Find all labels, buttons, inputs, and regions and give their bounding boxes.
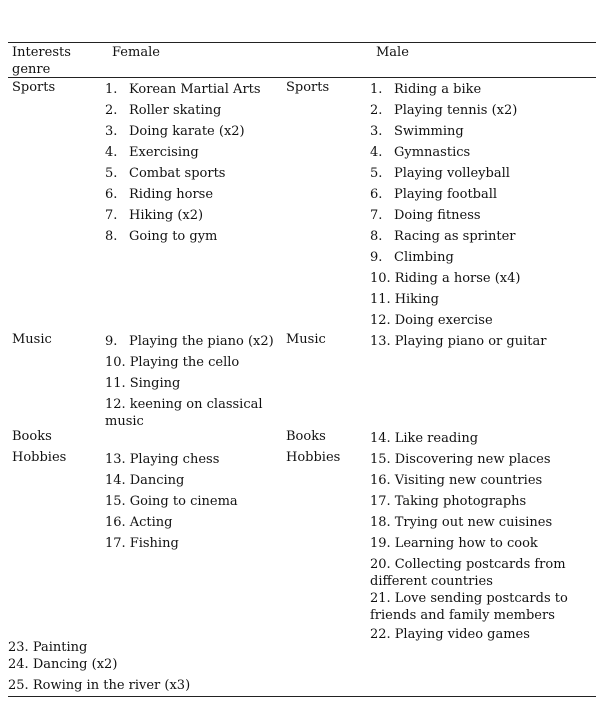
list-item: 14. Like reading [370,431,479,446]
list-item: 20. Collecting postcards from different countries [370,557,566,589]
list-item: 9. Climbing [370,250,454,265]
list-item: 1. Korean Martial Arts [105,82,261,97]
extra-item: 25. Rowing in the river (x3) [8,678,191,693]
header-genre: Interests genre [12,45,71,77]
list-item: 22. Playing video games [370,627,530,642]
genre-female-sports: Sports [12,80,56,95]
list-item: 21. Love sending postcards to friends and family members [370,591,568,623]
bottom-rule [8,696,596,697]
list-item: 7. Hiking (x2) [105,208,204,223]
list-item: 17. Fishing [105,536,179,551]
female-hobbies-list [105,449,283,554]
genre-male-music: Music [286,332,326,347]
list-item: 3. Swimming [370,124,464,139]
list-item: 4. Gymnastics [370,145,471,160]
male-music-list [370,331,590,352]
genre-male-sports: Sports [286,80,330,95]
extra-item: 23. Painting [8,640,88,655]
list-item: 17. Taking photographs [370,494,527,509]
list-item: 15. Going to cinema [105,494,238,509]
genre-female-hobbies: Hobbies [12,450,67,465]
list-item: 8. Going to gym [105,229,218,244]
list-item: 2. Roller skating [105,103,222,118]
list-item: 16. Visiting new countries [370,473,543,488]
list-item: 15. Discovering new places [370,452,551,467]
list-item: 1. Riding a bike [370,82,482,97]
list-item: 9. Playing the piano (x2) [105,334,274,349]
list-item: 6. Riding horse [105,187,214,202]
list-item: 7. Doing fitness [370,208,481,223]
list-item: 11. Singing [105,376,181,391]
list-item: 3. Doing karate (x2) [105,124,245,139]
extra-item: 24. Dancing (x2) [8,657,118,672]
genre-female-books: Books [12,429,52,444]
genre-male-hobbies: Hobbies [286,450,341,465]
list-item: 8. Racing as sprinter [370,229,516,244]
list-item: 5. Playing volleyball [370,166,510,181]
list-item: 10. Playing the cello [105,355,240,370]
list-item: 12. keening on classical music [105,397,263,429]
header-rule [8,77,596,78]
list-item: 14. Dancing [105,473,185,488]
list-item: 2. Playing tennis (x2) [370,103,518,118]
top-rule [8,42,596,43]
list-item: 4. Exercising [105,145,199,160]
header-male: Male [376,45,409,60]
list-item: 11. Hiking [370,292,439,307]
list-item: 12. Doing exercise [370,313,493,328]
male-books-list [370,428,590,449]
genre-female-music: Music [12,332,52,347]
list-item: 10. Riding a horse (x4) [370,271,521,286]
list-item: 18. Trying out new cuisines [370,515,553,530]
list-item: 5. Combat sports [105,166,226,181]
female-music-list [105,331,283,430]
male-hobbies-list [370,449,590,645]
female-sports-list [105,79,283,247]
list-item: 6. Playing football [370,187,498,202]
male-sports-list [370,79,590,331]
list-item: 19. Learning how to cook [370,536,538,551]
list-item: 13. Playing chess [105,452,220,467]
list-item: 16. Acting [105,515,173,530]
header-female: Female [112,45,160,60]
genre-male-books: Books [286,429,326,444]
list-item: 13. Playing piano or guitar [370,334,547,349]
